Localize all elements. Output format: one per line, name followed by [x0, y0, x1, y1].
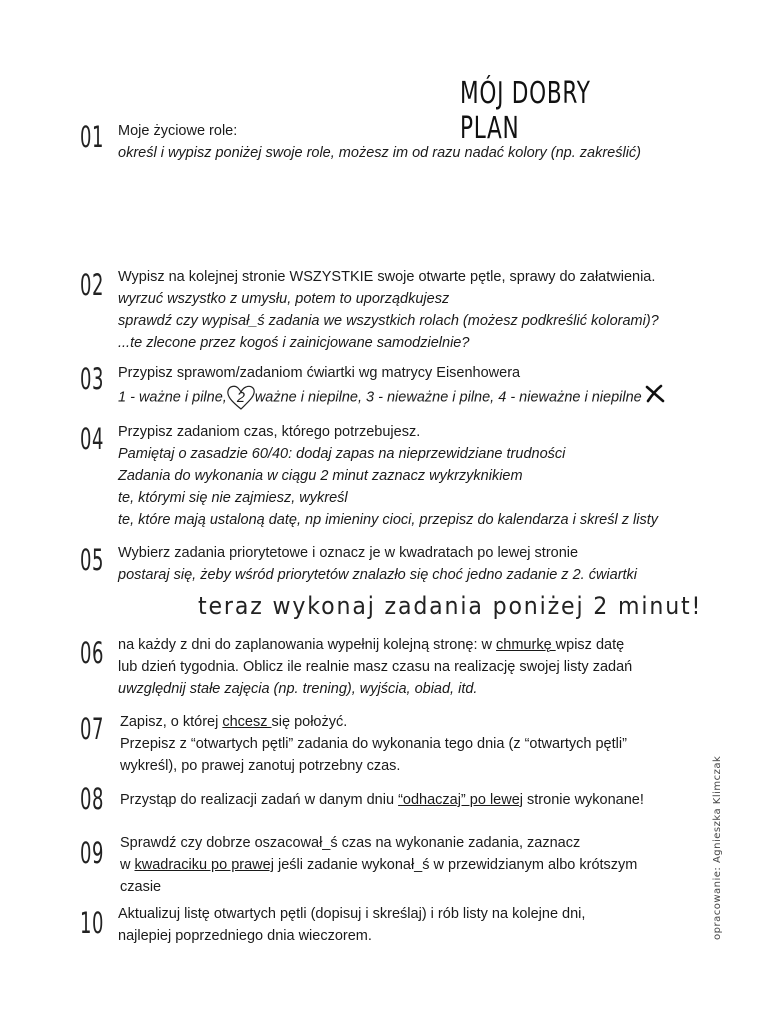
step-text: Wybierz zadania priorytetowe i oznacz je w kwadratach po lewej stronie — [118, 545, 579, 561]
step-text: Wypisz na kolejnej stronie WSZYSTKIE swoje otwarte pętle, sprawy do załatwienia. — [118, 269, 656, 285]
step-text — [120, 854, 710, 876]
author-credit: opracowanie: Agnieszka Klimczak — [712, 755, 723, 940]
step-05 — [118, 542, 708, 586]
step-hint: postaraj się, żeby wśród priorytetów znalazło się choć jedno zadanie z 2. ćwiartki — [118, 567, 638, 583]
step-08 — [120, 789, 710, 811]
text-part: jeśli zadanie wykonał_ś w przewidzianym albo krótszym — [273, 857, 638, 873]
step-09 — [120, 832, 710, 898]
step-text: Przepisz z “otwartych pętli” zadania do wykonania tego dnia (z “otwartych pętli” — [120, 736, 627, 752]
step-07 — [120, 711, 710, 777]
step-02 — [118, 266, 708, 354]
step-hint: te, którymi się nie zajmiesz, wykreśl — [118, 490, 348, 506]
hint-part: ważne i niepilne, 3 - nieważne i pilne, 4 - nieważne i niepilne — [254, 389, 642, 406]
page-title: MÓJ DOBRY PLAN — [460, 76, 591, 146]
step-hint: sprawdź czy wypisał_ś zadania we wszystkich rolach (możesz podkreślić kolorami)? — [118, 313, 659, 329]
step-number: 04 — [80, 422, 105, 456]
step-text: czasie — [120, 879, 162, 895]
text-part: stronie wykonane! — [523, 792, 644, 808]
step-hint: ...te zlecone przez kogoś i zainicjowane samodzielnie? — [118, 335, 470, 351]
step-number: 06 — [80, 636, 105, 670]
step-number: 10 — [80, 906, 105, 940]
step-hint: wyrzuć wszystko z umysłu, potem to uporządkujesz — [118, 291, 450, 307]
step-number: 07 — [80, 712, 105, 746]
underlined-text: “odhaczaj” po lewej — [398, 792, 523, 808]
step-number: 03 — [80, 362, 105, 396]
text-part: się położyć. — [271, 714, 348, 730]
step-number: 09 — [80, 836, 105, 870]
underlined-text: chmurkę — [496, 637, 556, 653]
step-text — [120, 789, 710, 811]
step-hint: Zadania do wykonania w ciągu 2 minut zaznacz wykrzyknikiem — [118, 468, 523, 484]
cross-icon — [644, 384, 666, 411]
step-text: Sprawdź czy dobrze oszacował_ś czas na wykonanie zadania, zaznacz — [120, 835, 581, 851]
step-number: 08 — [80, 782, 105, 816]
step-hint: Pamiętaj o zasadzie 60/40: dodaj zapas na nieprzewidziane trudności — [118, 446, 566, 462]
step-text — [118, 634, 708, 656]
step-10 — [118, 903, 708, 947]
handwritten-slogan: teraz wykonaj zadania poniżej 2 minut! — [198, 592, 703, 620]
step-text: Moje życiowe role: — [118, 123, 238, 139]
step-04 — [118, 421, 708, 531]
step-text: najlepiej poprzedniego dnia wieczorem. — [118, 928, 372, 944]
heart-icon — [227, 388, 255, 408]
text-part: Zapisz, o której — [120, 714, 223, 730]
text-part: wpisz datę — [555, 637, 625, 653]
step-text: Przypisz sprawom/zadaniom ćwiartki wg matrycy Eisenhowera — [118, 365, 521, 381]
step-hint: określ i wypisz poniżej swoje role, możesz im od razu nadać kolory (np. zakreślić) — [118, 145, 641, 161]
text-part: Przystąp do realizacji zadań w danym dniu — [120, 792, 399, 808]
step-text — [120, 711, 710, 733]
step-text: wykreśl), po prawej zanotuj potrzebny czas. — [120, 758, 401, 774]
step-hint — [118, 384, 708, 411]
step-number: 02 — [80, 268, 105, 302]
heart-number: 2 — [236, 389, 245, 406]
step-text: Przypisz zadaniom czas, którego potrzebujesz. — [118, 424, 421, 440]
underlined-text: chcesz — [222, 714, 272, 730]
text-part: w — [120, 857, 135, 873]
underlined-text: kwadraciku po prawej — [134, 857, 274, 873]
step-number: 05 — [80, 543, 105, 577]
step-hint: uwzględnij stałe zajęcia (np. trening), wyjścia, obiad, itd. — [118, 681, 478, 697]
step-01 — [118, 120, 708, 164]
step-hint: te, które mają ustaloną datę, np imieniny cioci, przepisz do kalendarza i skreśl z listy — [118, 512, 658, 528]
text-part: na każdy z dni do zaplanowania wypełnij kolejną stronę: w — [118, 637, 497, 653]
step-text: Aktualizuj listę otwartych pętli (dopisuj i skreślaj) i rób listy na kolejne dni, — [118, 906, 586, 922]
step-text: lub dzień tygodnia. Oblicz ile realnie masz czasu na realizację swojej listy zadań — [118, 659, 633, 675]
hint-part: 1 - ważne i pilne, — [118, 389, 227, 406]
step-number: 01 — [80, 120, 105, 154]
step-06 — [118, 634, 708, 700]
step-03 — [118, 362, 708, 411]
